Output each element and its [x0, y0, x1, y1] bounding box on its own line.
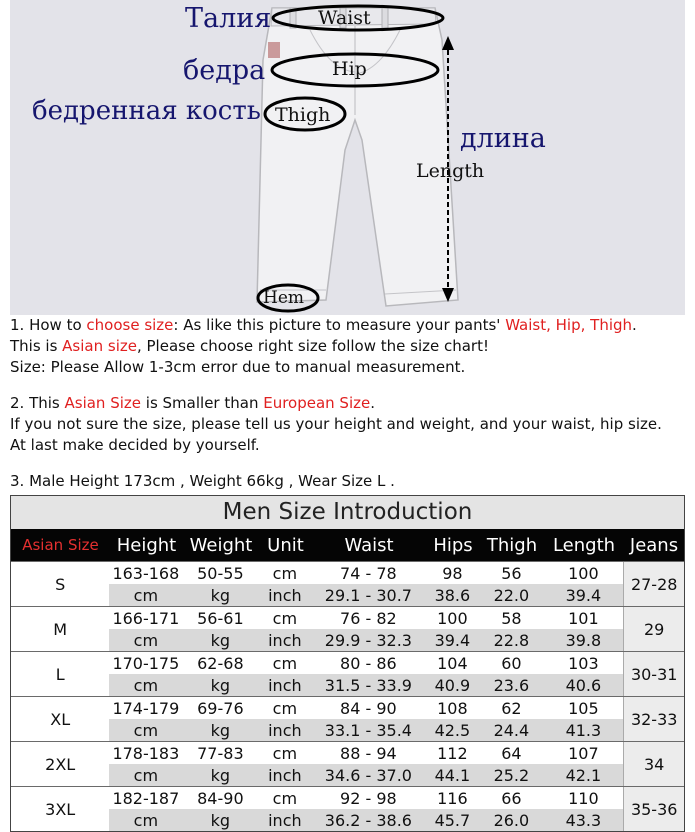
cell-thigh: 26.0 — [493, 810, 530, 830]
label-ru-length: длина — [460, 123, 546, 154]
jeans-size: 34 — [623, 742, 684, 786]
cell-length: 105 — [568, 698, 599, 718]
label-ru-waist: Талия — [185, 3, 272, 34]
cell-unit: cm — [272, 743, 298, 763]
cell-weight: kg — [210, 720, 231, 740]
cell-thigh: 56 — [501, 563, 522, 583]
measurement-illustration — [10, 0, 685, 315]
cell-unit: cm — [272, 608, 298, 628]
cell-unit: inch — [268, 585, 302, 605]
table-row-inch — [109, 584, 623, 606]
cell-height: 178-183 — [112, 743, 180, 763]
jeans-size: 29 — [623, 607, 684, 651]
header-thigh: Thigh — [486, 534, 538, 556]
table-row-cm — [109, 562, 623, 584]
cell-hips: 38.6 — [434, 585, 471, 605]
cell-weight: kg — [210, 675, 231, 695]
cell-hips: 112 — [437, 743, 468, 763]
cell-hips: 116 — [437, 788, 468, 808]
pants-drawing — [10, 0, 685, 315]
note-highlight: Asian Size — [64, 394, 142, 412]
cell-height: cm — [133, 585, 159, 605]
label-en-length: Length — [416, 160, 485, 182]
cell-length: 103 — [568, 653, 599, 673]
note-text: 1. How to — [10, 316, 87, 334]
size-row-group — [11, 561, 684, 606]
table-header-row — [11, 529, 684, 561]
label-en-hem: Hem — [263, 288, 305, 308]
cell-waist: 88 - 94 — [340, 743, 397, 763]
size-notes — [10, 315, 685, 492]
note-line-1 — [10, 315, 685, 336]
cell-unit: inch — [268, 810, 302, 830]
cell-length: 39.8 — [565, 630, 602, 650]
cell-thigh: 24.4 — [493, 720, 530, 740]
note-text: : As like this picture to measure your pants' — [173, 316, 506, 334]
cell-height: 174-179 — [112, 698, 180, 718]
header-unit: Unit — [267, 534, 304, 556]
table-row-cm — [109, 652, 623, 674]
cell-height: 182-187 — [112, 788, 180, 808]
cell-unit: cm — [272, 563, 298, 583]
cell-height: cm — [133, 630, 159, 650]
header-weight: Weight — [189, 534, 253, 556]
note-line-4 — [10, 393, 685, 414]
cell-height: cm — [133, 765, 159, 785]
cell-weight: kg — [210, 810, 231, 830]
cell-height: 166-171 — [112, 608, 180, 628]
table-row-inch — [109, 809, 623, 831]
size-row-group — [11, 741, 684, 786]
jeans-size: 32-33 — [623, 697, 684, 741]
note-line-3: Size: Please Allow 1-3cm error due to manual measurement. — [10, 358, 466, 376]
cell-height: cm — [133, 810, 159, 830]
cell-length: 41.3 — [565, 720, 602, 740]
cell-hips: 104 — [437, 653, 468, 673]
note-text: . — [370, 394, 376, 412]
header-length: Length — [552, 534, 616, 556]
note-line-7: 3. Male Height 173cm , Weight 66kg , Wear Size L . — [10, 472, 395, 490]
cell-unit: cm — [272, 653, 298, 673]
cell-weight: 62-68 — [197, 653, 244, 673]
note-highlight: European Size — [263, 394, 371, 412]
cell-length: 43.3 — [565, 810, 602, 830]
cell-weight: 56-61 — [197, 608, 244, 628]
header-hips: Hips — [433, 534, 473, 556]
cell-height: 163-168 — [112, 563, 180, 583]
cell-waist: 80 - 86 — [340, 653, 397, 673]
label-ru-hip: бедра — [183, 55, 266, 86]
cell-weight: 77-83 — [197, 743, 244, 763]
cell-hips: 44.1 — [434, 765, 471, 785]
cell-length: 40.6 — [565, 675, 602, 695]
size-label: XL — [50, 709, 71, 729]
header-waist: Waist — [344, 534, 394, 556]
size-row-group — [11, 786, 684, 831]
table-title: Men Size Introduction — [11, 496, 684, 529]
cell-waist: 29.1 - 30.7 — [324, 585, 412, 605]
cell-thigh: 22.0 — [493, 585, 530, 605]
size-table — [10, 495, 685, 832]
size-label: 3XL — [45, 799, 76, 819]
cell-hips: 39.4 — [434, 630, 471, 650]
cell-thigh: 66 — [501, 788, 522, 808]
cell-hips: 42.5 — [434, 720, 471, 740]
table-row-inch — [109, 719, 623, 741]
cell-height: cm — [133, 675, 159, 695]
label-en-thigh: Thigh — [275, 104, 331, 126]
cell-length: 39.4 — [565, 585, 602, 605]
cell-thigh: 62 — [501, 698, 522, 718]
cell-height: 170-175 — [112, 653, 180, 673]
cell-waist: 31.5 - 33.9 — [324, 675, 412, 695]
cell-waist: 29.9 - 32.3 — [324, 630, 412, 650]
cell-waist: 76 - 82 — [340, 608, 397, 628]
note-text: . — [632, 316, 637, 334]
table-row-cm — [109, 742, 623, 764]
cell-unit: inch — [268, 720, 302, 740]
cell-hips: 108 — [437, 698, 468, 718]
note-text: is Smaller than — [141, 394, 264, 412]
cell-unit: inch — [268, 675, 302, 695]
note-highlight: choose size — [86, 316, 174, 334]
cell-weight: kg — [210, 630, 231, 650]
cell-waist: 33.1 - 35.4 — [324, 720, 412, 740]
size-row-group — [11, 696, 684, 741]
note-line-5: If you not sure the size, please tell us your height and weight, and your waist, hip size. — [10, 415, 662, 433]
note-highlight: Asian size — [62, 337, 137, 355]
note-line-2 — [10, 336, 685, 357]
cell-waist: 84 - 90 — [340, 698, 397, 718]
cell-weight: kg — [210, 765, 231, 785]
cell-waist: 36.2 - 38.6 — [324, 810, 412, 830]
size-label: L — [55, 664, 65, 684]
cell-weight: 84-90 — [197, 788, 244, 808]
jeans-size: 35-36 — [623, 787, 684, 831]
note-text: This is — [10, 337, 63, 355]
cell-thigh: 23.6 — [493, 675, 530, 695]
cell-thigh: 64 — [501, 743, 522, 763]
cell-hips: 40.9 — [434, 675, 471, 695]
jeans-size: 27-28 — [623, 562, 684, 606]
cell-length: 110 — [568, 788, 599, 808]
cell-thigh: 22.8 — [493, 630, 530, 650]
cell-length: 101 — [568, 608, 599, 628]
note-line-6: At last make decided by yourself. — [10, 436, 260, 454]
table-row-cm — [109, 607, 623, 629]
size-label: S — [55, 574, 66, 594]
cell-thigh: 58 — [501, 608, 522, 628]
header-height: Height — [116, 534, 177, 556]
note-text: , Please choose right size follow the size chart! — [136, 337, 489, 355]
cell-unit: cm — [272, 698, 298, 718]
cell-hips: 100 — [437, 608, 468, 628]
cell-unit: cm — [272, 788, 298, 808]
label-en-hip: Hip — [332, 58, 367, 80]
table-row-inch — [109, 764, 623, 786]
cell-unit: inch — [268, 630, 302, 650]
label-ru-thigh: бедренная кость — [32, 96, 261, 126]
table-row-cm — [109, 697, 623, 719]
cell-thigh: 60 — [501, 653, 522, 673]
cell-length: 107 — [568, 743, 599, 763]
size-row-group — [11, 606, 684, 651]
cell-height: cm — [133, 720, 159, 740]
size-row-group — [11, 651, 684, 696]
size-label: M — [53, 619, 68, 639]
note-highlight: Waist, Hip, Thigh — [505, 316, 633, 334]
size-label: 2XL — [45, 754, 76, 774]
cell-length: 42.1 — [565, 765, 602, 785]
cell-waist: 92 - 98 — [340, 788, 397, 808]
jeans-size: 30-31 — [623, 652, 684, 696]
cell-weight: 50-55 — [197, 563, 244, 583]
table-row-inch — [109, 629, 623, 651]
table-row-cm — [109, 787, 623, 809]
cell-hips: 98 — [442, 563, 463, 583]
cell-waist: 34.6 - 37.0 — [324, 765, 412, 785]
label-en-waist: Waist — [318, 7, 371, 29]
table-row-inch — [109, 674, 623, 696]
table-body — [11, 561, 684, 831]
header-asian-size: Asian Size — [22, 536, 99, 554]
cell-waist: 74 - 78 — [340, 563, 397, 583]
cell-length: 100 — [568, 563, 599, 583]
cell-thigh: 25.2 — [493, 765, 530, 785]
cell-weight: kg — [210, 585, 231, 605]
note-text: 2. This — [10, 394, 65, 412]
cell-weight: 69-76 — [197, 698, 244, 718]
header-jeans: Jeans — [629, 534, 679, 556]
cell-unit: inch — [268, 765, 302, 785]
cell-hips: 45.7 — [434, 810, 471, 830]
